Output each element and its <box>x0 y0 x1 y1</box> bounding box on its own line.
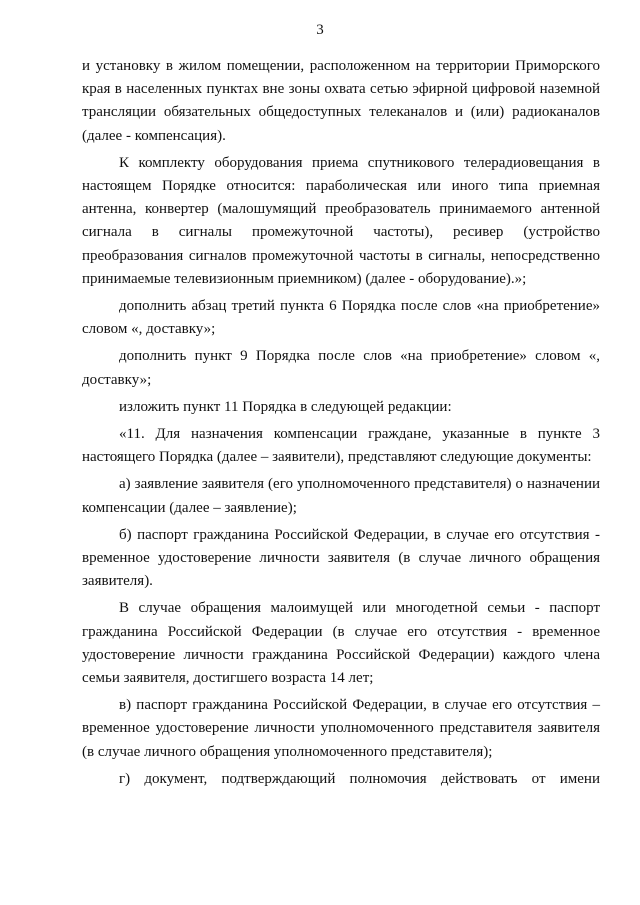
paragraph-amend-item-6: дополнить абзац третий пункта 6 Порядка после слов «на приобретение» словом «, доставку»; <box>82 298 600 338</box>
paragraph-restate-item-11: изложить пункт 11 Порядка в следующей редакции: <box>119 398 452 415</box>
paragraph-subitem-g: г) документ, подтверждающий полномочия действовать от имени <box>119 770 600 787</box>
paragraph-subitem-v: в) паспорт гражданина Российской Федерации, в случае его отсутствия – временное удостоверение личности уполномоченного представителя заявителя (в случае личного обращения уполномоченного представителя); <box>82 697 600 760</box>
paragraph-item-11: «11. Для назначения компенсации граждане, указанные в пункте 3 настоящего Порядка (далее – заявители), представляют следующие документы: <box>82 426 600 466</box>
paragraph-compensation-definition: и установку в жилом помещении, расположенном на территории Приморского края в населенных пунктах вне зоны охвата сетью эфирной цифровой наземной трансляции обязательных общедоступных телеканалов и (или) радиоканалов (далее - компенсация). <box>82 58 600 144</box>
paragraph-equipment-set: К комплекту оборудования приема спутникового телерадиовещания в настоящем Порядке относится: параболическая или иного типа приемная антенна, конвертер (малошумящий преобразователь принимаемого антенной сигнала в сигналы промежуточной частоты), ресивер (устройство преобразования сигналов промежуточной частоты в сигналы, непосредственно принимаемые телевизионным приемником) (далее - оборудование).»; <box>82 154 600 287</box>
page-number: 3 <box>316 22 324 38</box>
paragraph-subitem-a: а) заявление заявителя (его уполномоченного представителя) о назначении компенсации (далее – заявление); <box>82 476 600 516</box>
paragraph-low-income-family: В случае обращения малоимущей или многодетной семьи - паспорт гражданина Российской Федерации (в случае его отсутствия - временное удостоверение личности гражданина Российской Федерации) каждого члена семьи заявителя, достигшего возраста 14 лет; <box>82 600 600 687</box>
document-body <box>82 55 600 791</box>
paragraph-subitem-b: б) паспорт гражданина Российской Федерации, в случае его отсутствия - временное удостоверение личности заявителя (в случае личного обращения заявителя). <box>82 526 600 590</box>
paragraph-amend-item-9: дополнить пункт 9 Порядка после слов «на приобретение» словом «, доставку»; <box>82 348 600 388</box>
